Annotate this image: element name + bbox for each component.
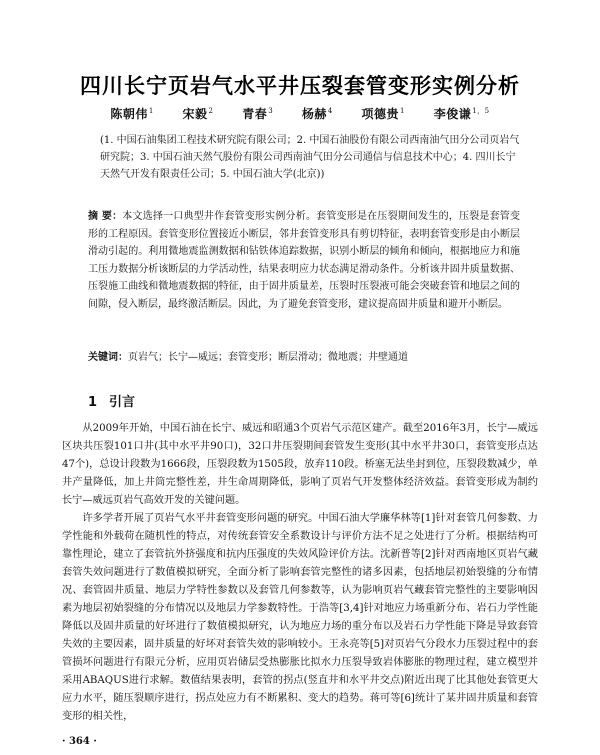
keywords-text: 页岩气；长宁—威远；套管变形；断层滑动；微地震；井壁通道 — [128, 352, 408, 363]
paragraph: 许多学者开展了页岩气水平井套管变形问题的研究。中国石油大学廉华林等[1]针对套管几何参数、力学性能和外载荷在随机性的特点，对传统套管安全系数设计与评价方法不足之处进行了分析。根据结构可靠性理论，建立了套管抗外挤强度和抗内压强度的失效风险评价方法。沈新普等[2]针对西南地区页岩气藏套管失效问题进行了数值模拟研究，全面分析了影响套管完整性的诸多因素，包括地层初始裂缝的分布情况、套管固井质量、地层力学特性参数以及套管几何参数等，认为影响页岩气藏套管完整性的主要影响因素为地层初始裂缝的分布情况以及地层力学参数特性。于浩等[3,4]针对地应力场重新分布、岩石力学性能降低以及固井质量的好坏进行了数值模拟研究，认为地应力场的重分布以及岩石力学性能下降是导致套管失效的主要因素，固井质量的好坏对套管失效的影响较小。王永亮等[5]对页岩气分段水力压裂过程中的套管损坏问题进行有限元分析，应用页岩储层受热膨胀比拟水力压裂导致岩体膨胀的物理过程，建立模型并采用ABAQUS进行求解。数值结果表明，套管的拐点(竖直井和水平井交点)附近出现了比其他处套管更大应力水平，随压裂顺序进行，拐点处应力有不断累积、变大的趋势。蒋可等[6]统计了某井固井质量和套管变形的相关性， — [62, 513, 538, 722]
author: 陈朝伟$^1$ — [110, 107, 154, 121]
paper-title: 四川长宁页岩气水平井压裂套管变形实例分析 — [80, 74, 520, 98]
section-title: 引言 — [109, 395, 136, 410]
abstract-text: 本文选择一口典型井作套管变形实例分析。套管变形是在压裂期间发生的，压裂是套管变形的工程原因。套管变形位置接近小断层，邻井套管变形具有剪切特征，表明套管变形是由小断层滑动引起的。利用微地震监测数据和钻铁体追踪数据，识别小断层的倾角和倾向，根据地应力和施工压力数据分析该断层的力学活动性，结果表明应力状态满足滑动条件。分析该井固井质量数据、压裂施工曲线和微地震数据的特征，由于固井质量差，压裂时压裂液可能会突破套管和地层之间的间隙，侵入断层，最终激活断层。因此，为了避免套管变形，建议提高固井质量和避开小断层。 — [88, 211, 521, 310]
author: 李俊谦$^{1,5}$ — [433, 107, 490, 121]
section-heading — [88, 391, 135, 410]
author: 项德贵$^1$ — [361, 107, 406, 121]
author: 青春$^3$ — [242, 107, 274, 121]
author: 宋毅$^2$ — [182, 107, 214, 121]
keywords-label: 关键词： — [88, 352, 128, 363]
abstract — [88, 208, 520, 313]
abstract-label: 摘 要： — [88, 211, 123, 222]
paragraph: 从2009年开始，中国石油在长宁、威远和昭通3个页岩气示范区建产。截至2016年3月，长宁—威远区块共压裂101口井(其中水平井90口)，32口井压裂期间套管发生变形(其中水平井30口，套管变形点达47个)，总设计段数为1666段，压裂段数为1505段，放弃110段。桥塞无法坐封到位，压裂段数减少，单井产量降低，加上井筒完整性差，井生命周期降低，影响了页岩气开发整体经济效益。套管变形成为制约长宁—威远页岩气高效开发的关键问题。 — [62, 423, 538, 506]
keywords — [88, 349, 520, 366]
affiliations: (1. 中国石油集团工程技术研究院有限公司；2. 中国石油股份有限公司西南油气田分公司页岩气研究院；3. 中国石油天然气股份有限公司西南油气田分公司通信与信息技术中心；4. 四川长宁天然气开发有限责任公司；5. 中国石油大学(北京)) — [100, 135, 520, 180]
author: 杨赫$^4$ — [301, 107, 333, 121]
page-number: · 364 · — [62, 736, 97, 747]
section-number: 1 — [88, 395, 98, 410]
author-list — [0, 105, 600, 122]
body-text — [62, 420, 538, 726]
